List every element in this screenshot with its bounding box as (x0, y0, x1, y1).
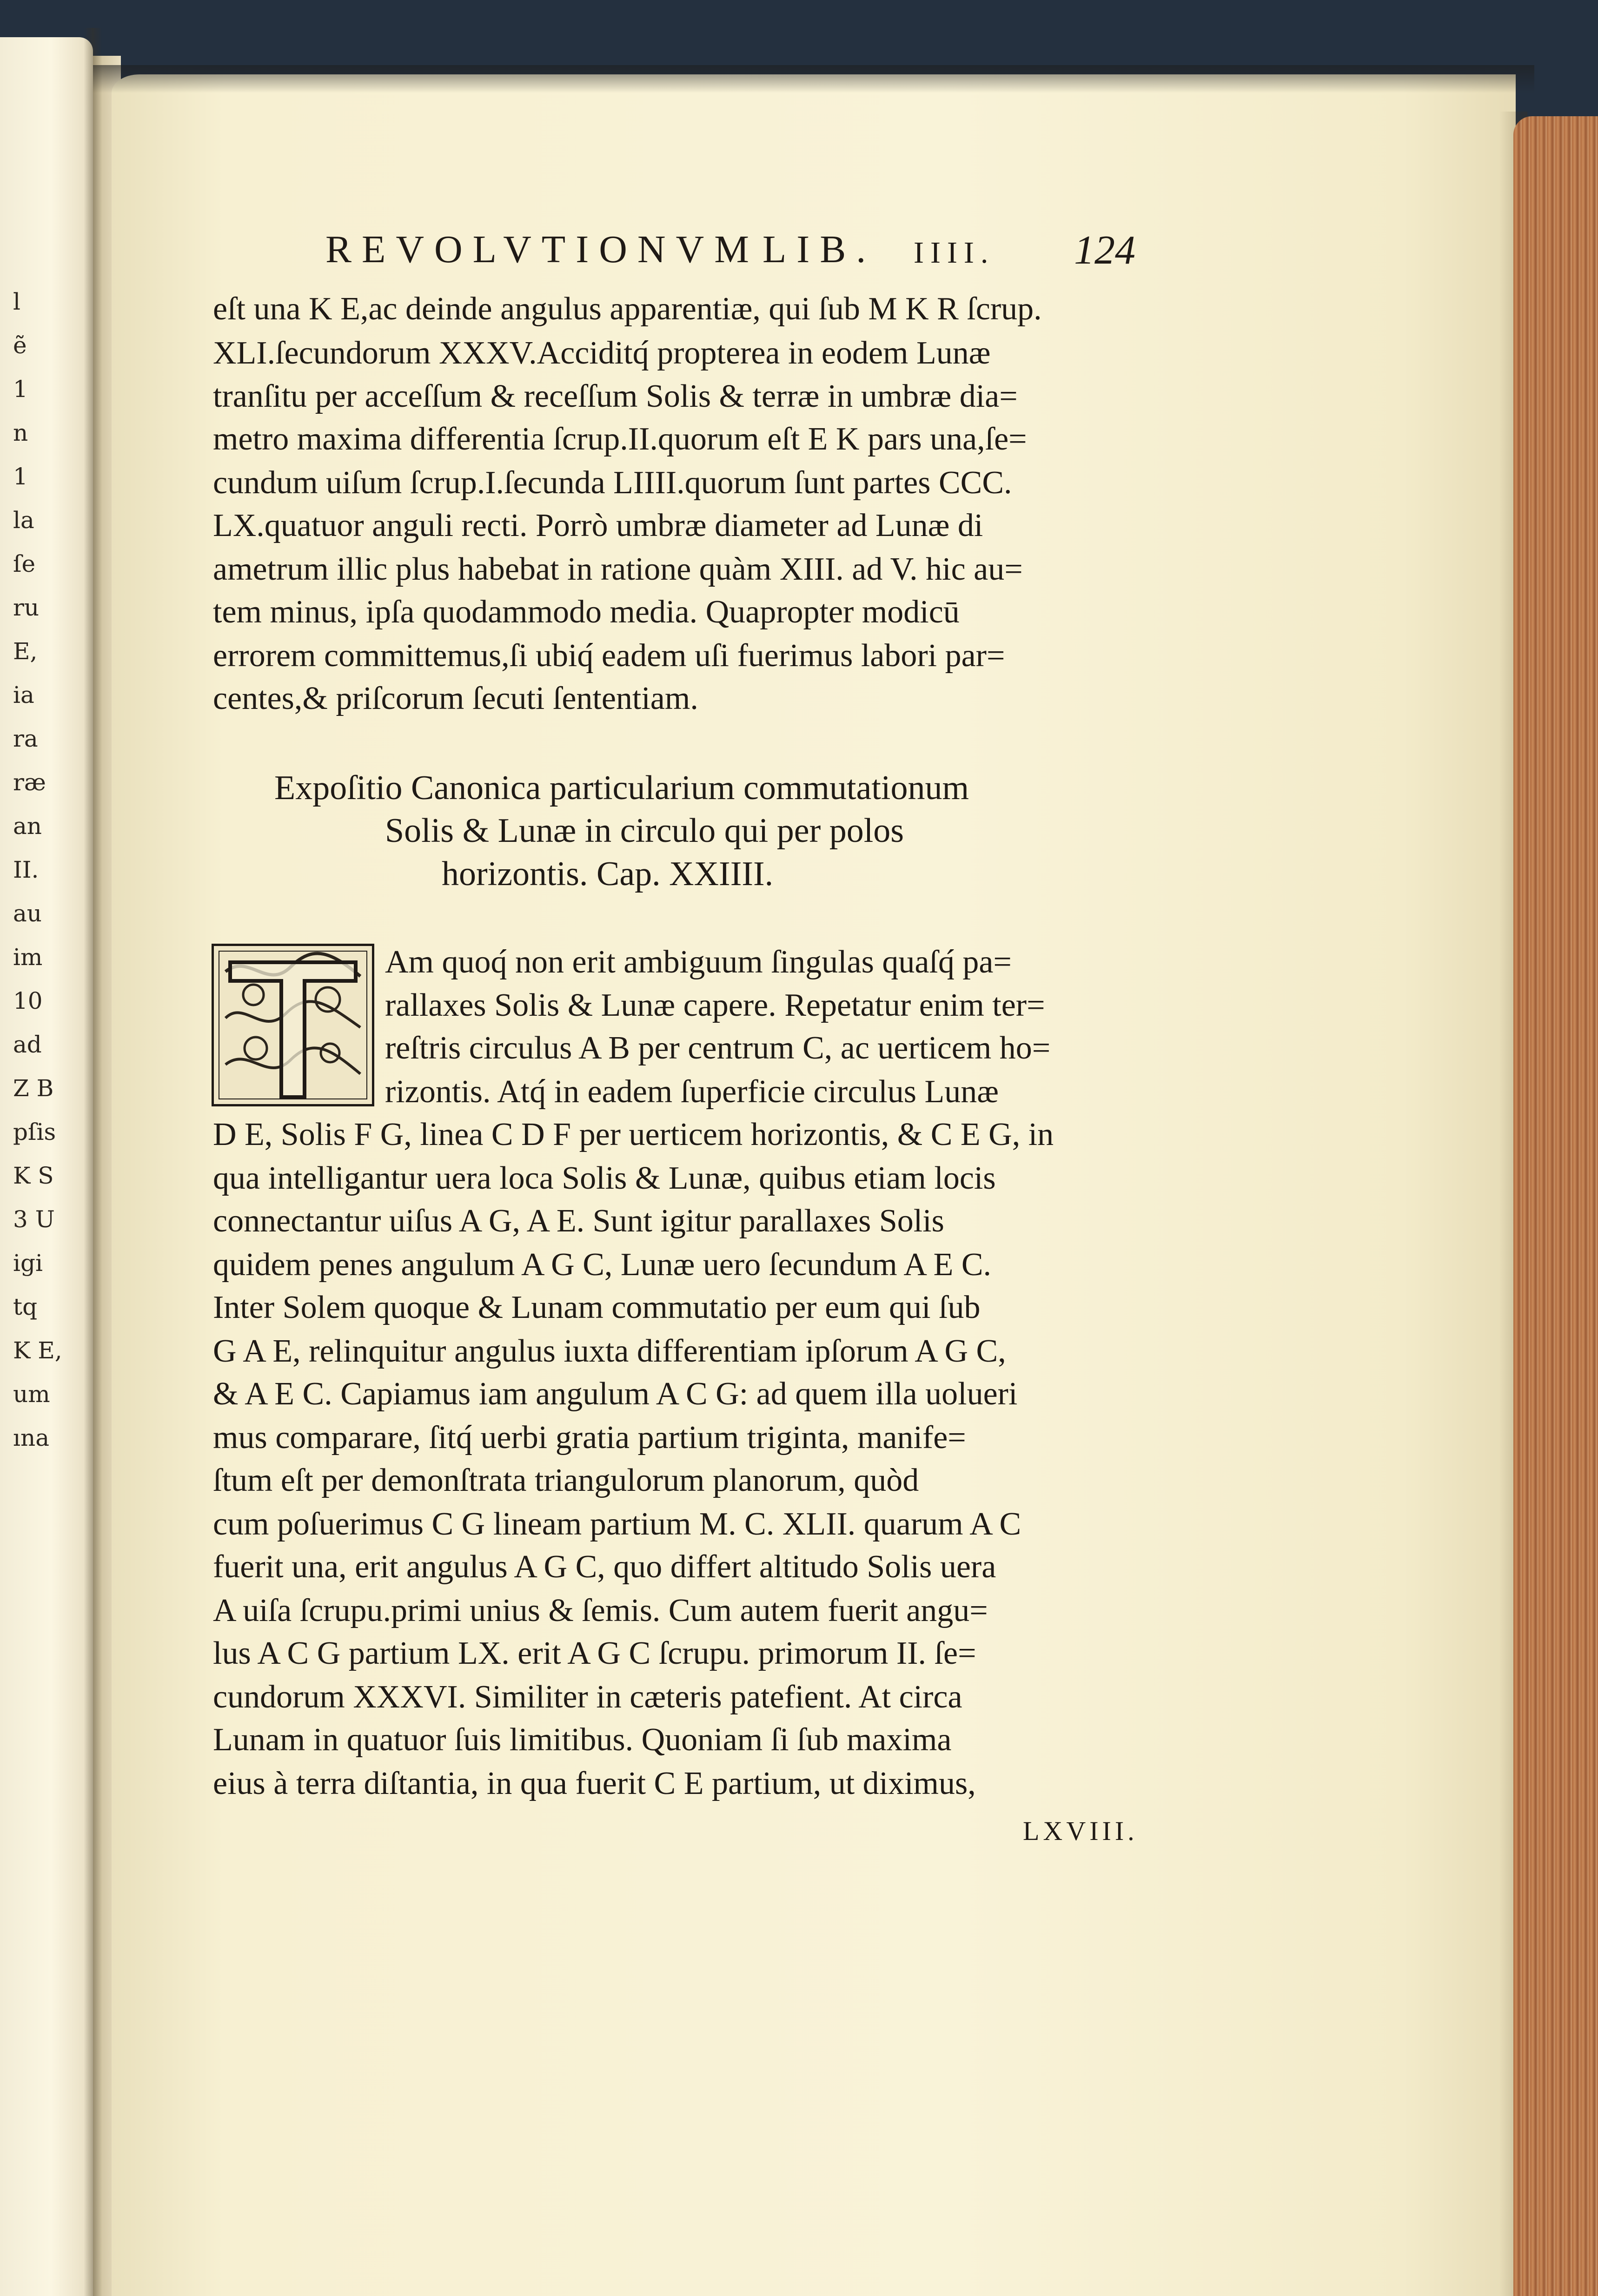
margin-fragment: K S (13, 1162, 54, 1189)
margin-fragment: ſe (13, 550, 36, 577)
book-fore-edge (1513, 116, 1598, 2296)
text-line: Inter Solem quoque & Lunam commutatio per eum qui ſub (213, 1290, 981, 1325)
text-line: cum poſuerimus C G lineam partium M. C. XLII. quarum A C (213, 1506, 1021, 1542)
text-line: lus A C G partium LX. erit A G C ſcrupu. primorum II. ſe= (213, 1635, 976, 1671)
margin-fragment: um (13, 1381, 50, 1408)
margin-fragment: ræ (13, 769, 46, 796)
initial-letter-ornament (212, 944, 374, 1106)
chapter-heading-line: Solis & Lunæ in circulo qui per polos (385, 812, 904, 850)
text-line: A uiſa ſcrupu.primi unius & ſemis. Cum autem fuerit angu= (213, 1593, 988, 1628)
text-line: metro maxima differentia ſcrup.II.quorum eſt E K pars una,ſe= (213, 421, 1027, 457)
margin-fragment: la (13, 507, 34, 534)
margin-fragment: im (13, 944, 43, 971)
text-line: centes,& priſcorum ſecuti ſententiam. (213, 681, 698, 716)
margin-fragment: ad (13, 1031, 42, 1058)
text-line: cundum uiſum ſcrup.I.ſecunda LIIII.quorum ſunt partes CCC. (213, 465, 1012, 501)
text-line: tranſitu per acceſſum & receſſum Solis & terræ in umbræ dia= (213, 378, 1018, 414)
margin-fragment: 1 (13, 463, 28, 490)
margin-fragment: 10 (13, 987, 43, 1014)
chapter-heading-line: horizontis. Cap. XXIIII. (442, 855, 774, 893)
margin-fragment: n (13, 419, 28, 446)
text-line: D E, Solis F G, linea C D F per uerticem horizontis, & C E G, in (213, 1117, 1054, 1152)
margin-fragment: igi (13, 1250, 43, 1277)
running-header-book-number: IIII. (914, 236, 995, 270)
text-line: G A E, relinquitur angulus iuxta differentiam ipſorum A G C, (213, 1333, 1006, 1369)
text-line: Am quoq́ non erit ambiguum ſingulas quaſq́ pa= (385, 944, 1012, 980)
text-line: eius à terra diſtantia, in qua fuerit C E partium, ut diximus, (213, 1766, 976, 1801)
gutter-shadow (84, 28, 102, 2296)
text-line: eſt una K E,ac deinde angulus apparentiæ, qui ſub M K R ſcrup. (213, 291, 1042, 327)
text-line: fuerit una, erit angulus A G C, quo differt altitudo Solis uera (213, 1549, 996, 1585)
margin-fragment: ra (13, 725, 38, 752)
text-line: rizontis. Atq́ in eadem ſuperficie circulus Lunæ (385, 1074, 999, 1110)
margin-fragment: pſis (13, 1118, 56, 1145)
catchword: LXVIII. (1023, 1816, 1138, 1846)
text-line: errorem committemus,ſi ubiq́ eadem uſi fuerimus labori par= (213, 638, 1005, 674)
text-line: & A E C. Capiamus iam angulum A C G: ad quem illa uolueri (213, 1376, 1018, 1412)
text-line: cundorum XXXVI. Similiter in cæteris patefient. At circa (213, 1679, 962, 1715)
margin-fragment: tq (13, 1293, 38, 1320)
text-line: ametrum illic plus habebat in ratione quàm XIII. ad V. hic au= (213, 551, 1023, 587)
margin-fragment: Z B (13, 1075, 54, 1102)
margin-fragment: ına (13, 1424, 50, 1451)
folio-number: 124 (1074, 228, 1135, 273)
text-line: mus comparare, ſitq́ uerbi gratia partium triginta, manife= (213, 1420, 966, 1456)
margin-fragment: ru (13, 594, 40, 621)
text-line: LX.quatuor anguli recti. Porrò umbræ diameter ad Lunæ di (213, 508, 983, 543)
margin-fragment: an (13, 813, 42, 840)
text-line: reſtris circulus A B per centrum C, ac uerticem ho= (385, 1030, 1051, 1066)
text-line: Lunam in quatuor ſuis limitibus. Quoniam ſi ſub maxima (213, 1722, 952, 1758)
margin-fragment: ẽ (13, 332, 27, 359)
text-line: rallaxes Solis & Lunæ capere. Repetatur enim ter= (385, 987, 1045, 1023)
decorated-initial-letter (212, 944, 374, 1106)
text-line: XLI.ſecundorum XXXV.Acciditq́ propterea in eodem Lunæ (213, 335, 991, 371)
margin-fragment: E, (13, 638, 38, 665)
margin-fragment: au (13, 900, 42, 927)
text-line: ſtum eſt per demonſtrata triangulorum planorum, quòd (213, 1462, 919, 1498)
margin-fragment: 1 (13, 376, 28, 403)
chapter-heading-line: Expoſitio Canonica particularium commutationum (274, 769, 969, 807)
text-line: quidem penes angulum A G C, Lunæ uero ſecundum A E C. (213, 1247, 992, 1283)
text-line: tem minus, ipſa quodammodo media. Quapropter modicū (213, 594, 960, 630)
margin-fragment: l (13, 288, 20, 315)
margin-fragment: II. (13, 856, 39, 883)
margin-fragment: ia (13, 682, 34, 708)
margin-fragment: K E, (13, 1337, 62, 1364)
page-top-shadow (93, 65, 1534, 93)
running-header-book: LIB. (763, 228, 876, 271)
margin-fragment: 3 U (13, 1206, 55, 1233)
text-line: qua intelligantur uera loca Solis & Lunæ, quibus etiam locis (213, 1160, 996, 1196)
text-line: connectantur uiſus A G, A E. Sunt igitur parallaxes Solis (213, 1203, 944, 1239)
running-header-title: REVOLVTIONVM (325, 228, 759, 271)
